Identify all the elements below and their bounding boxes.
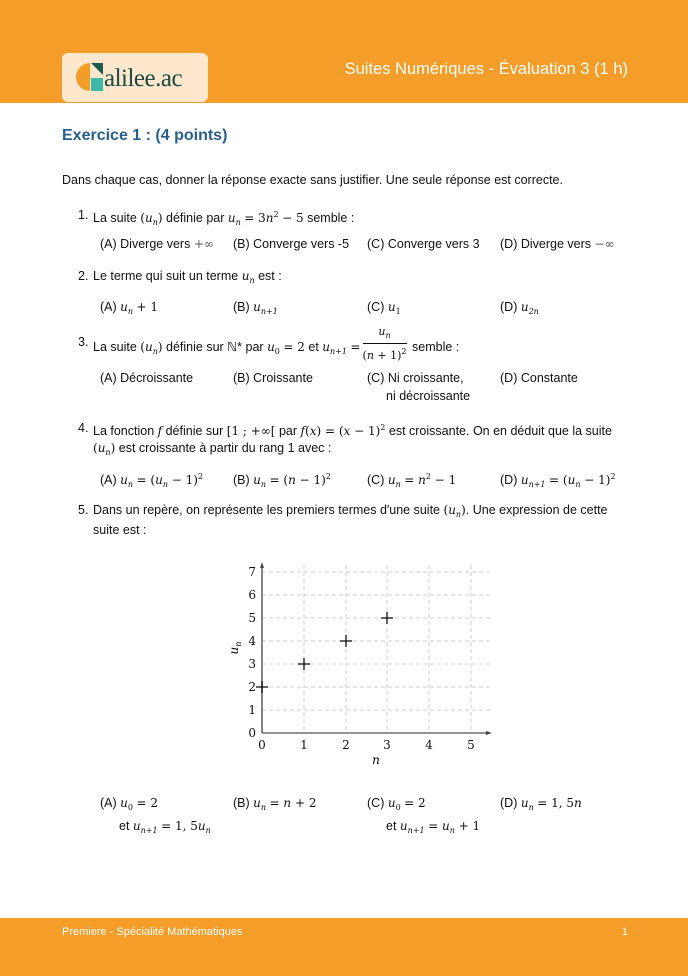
svg-text:4: 4 [425,738,433,752]
svg-text:1: 1 [300,738,308,752]
y-tick-labels [248,565,256,740]
svg-text:2: 2 [342,738,350,752]
footer-course: Premiere - Spécialité Mathématiques [62,926,243,938]
q2-option-b[interactable]: (B) $u_{n+1}$ [233,300,278,316]
svg-text:5: 5 [467,738,475,752]
svg-text:1: 1 [248,703,256,717]
q4-option-d[interactable]: (D) $u_{n+1} = (u_n - 1)^2$ [500,472,616,489]
svg-text:3: 3 [248,657,256,671]
question-text: La suite $(u_n)$ définie sur ℕ* par $u_0 = 2$ et $u_{n+1}$ = $\frac{u_n}{(n + 1)^2}$ semble : [93,325,460,362]
y-axis-label: $u_n$ [227,641,243,655]
q4-option-c[interactable]: (C) $u_n = n^2 - 1$ [367,472,457,489]
data-points [256,612,393,693]
question-text: Le terme qui suit un terme $u_n$ est : [93,269,282,285]
svg-text:0: 0 [258,738,266,752]
q1-option-b[interactable]: (B) Converge vers -5 [233,237,350,251]
q1-option-d[interactable]: (D) Diverge vers −∞ [500,237,615,251]
q5-option-a[interactable]: (A) $u_0 = 2$ et $u_{n+1} = 1$, $5u_n$ [100,796,211,835]
q4-option-b[interactable]: (B) $u_n = (n - 1)^2$ [233,472,331,489]
q2-option-c[interactable]: (C) $u_1$ [367,300,401,316]
exercise-title: Exercice 1 : (4 points) [62,127,228,144]
q3-option-d[interactable]: (D) Constante [500,371,578,385]
x-tick-labels [258,738,475,752]
question-text: Dans un repère, on représente les premiers termes d'une suite $(u_n)$. Une expression de cette [93,503,608,519]
sequence-plot [220,555,500,770]
document-title: Suites Numériques - Évaluation 3 (1 h) [344,60,628,78]
logo-text: alilee.ac [104,65,183,92]
page-number: 1 [621,926,628,938]
q1-option-a[interactable]: (A) Diverge vers +∞ [100,237,214,251]
question-number: 3. [78,335,89,349]
axes [260,562,492,735]
svg-text:5: 5 [248,611,256,625]
q1-option-c[interactable]: (C) Converge vers 3 [367,237,480,251]
question-text: La suite $(u_n)$ définie par $u_n = 3n^2 - 5$ semble : [93,210,355,227]
q3-option-c[interactable]: (C) Ni croissante, ni décroissante [367,371,471,403]
q5-option-d[interactable]: (D) $u_n = 1$, 5n [500,796,582,812]
q2-option-d[interactable]: (D) $u_{2n}$ [500,300,539,316]
question-text-line2: $(u_n)$ est croissante à partir du rang 1 avec : [93,441,332,457]
page-footer [0,918,688,976]
x-axis-label: n [372,753,380,767]
q3-option-b[interactable]: (B) Croissante [233,371,313,385]
page-header [0,0,688,103]
question-number: 4. [78,421,89,435]
q3-option-a[interactable]: (A) Décroissante [100,371,194,385]
svg-text:7: 7 [248,565,256,579]
q5-option-c[interactable]: (C) $u_0 = 2$ et $u_{n+1} = u_n + 1$ [367,796,481,835]
svg-text:3: 3 [383,738,391,752]
question-text-line2: suite est : [93,523,147,537]
q2-option-a[interactable]: (A) $u_n + 1$ [100,300,159,316]
question-text: La fonction f définie sur [1 ; +∞[ par $f(x) = (x - 1)^2$ est croissante. On en déduit que la suite [93,423,612,438]
logo [62,53,208,102]
svg-text:6: 6 [248,588,256,602]
svg-text:4: 4 [248,634,256,648]
question-number: 2. [78,269,89,283]
q4-option-a[interactable]: (A) $u_n = (u_n - 1)^2$ [100,472,204,489]
exercise-instructions: Dans chaque cas, donner la réponse exacte sans justifier. Une seule réponse est correcte. [62,173,563,187]
svg-text:0: 0 [248,726,256,740]
question-number: 5. [78,503,89,517]
svg-text:2: 2 [248,680,256,694]
q5-option-b[interactable]: (B) $u_n = n + 2$ [233,796,317,812]
grid [262,565,490,733]
question-number: 1. [78,208,89,222]
